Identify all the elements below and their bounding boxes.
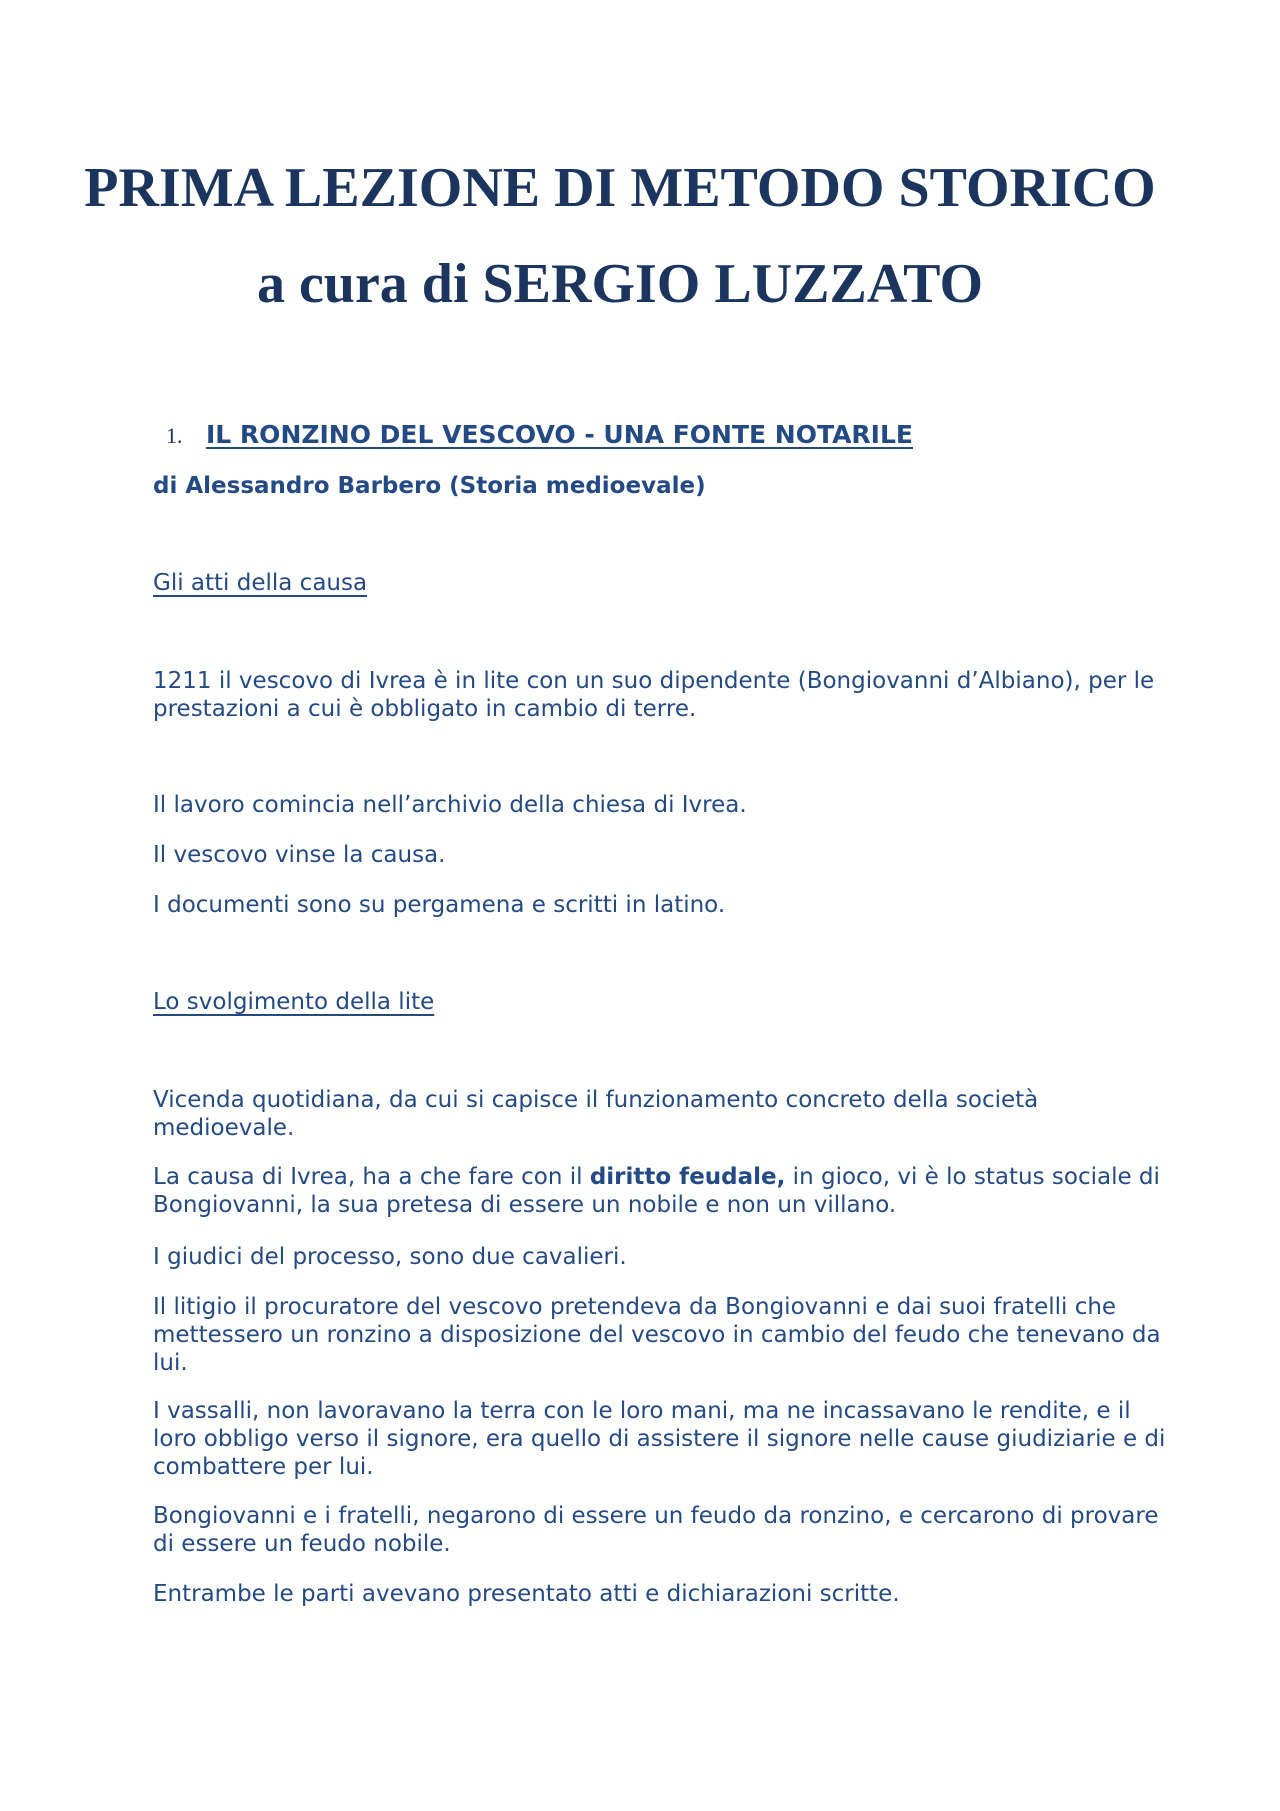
paragraph-6-start: La causa di Ivrea, ha a che fare con il <box>153 1164 590 1190</box>
paragraph-10: Bongiovanni e i fratelli, negarono di essere un feudo da ronzino, e cercarono di provare di essere un feudo nobile. <box>153 1503 1159 1557</box>
paragraph-8: Il litigio il procuratore del vescovo pretendeva da Bongiovanni e dai suoi fratelli che mettessero un ronzino a disposizione del vescovo in cambio del feudo che tenevano da lui. <box>153 1294 1161 1376</box>
paragraph-4: I documenti sono su pergamena e scritti in latino. <box>153 892 726 918</box>
paragraph-11: Entrambe le parti avevano presentato atti e dichiarazioni scritte. <box>153 1581 900 1607</box>
title-line-2: a cura di SERGIO LUZZATO <box>256 253 984 315</box>
paragraph-6-bold: diritto feudale, <box>589 1164 786 1190</box>
section-author: di Alessandro Barbero (Storia medioevale) <box>153 473 706 499</box>
paragraph-6-end: in gioco, vi è lo status sociale di Bongiovanni, la sua pretesa di essere un nobile e non un villano. <box>153 1164 1160 1218</box>
section-heading <box>166 420 913 449</box>
paragraph-5: Vicenda quotidiana, da cui si capisce il funzionamento concreto della società medioevale. <box>153 1087 1039 1141</box>
paragraph-3: Il vescovo vinse la causa. <box>153 842 446 868</box>
paragraph-2: Il lavoro comincia nell’archivio della chiesa di Ivrea. <box>153 792 747 818</box>
document-title <box>0 140 1240 332</box>
title-line-1: PRIMA LEZIONE DI METODO STORICO <box>84 157 1156 219</box>
paragraph-7: I giudici del processo, sono due cavalieri. <box>153 1244 627 1270</box>
paragraph-6 <box>153 1163 1173 1219</box>
paragraph-1: 1211 il vescovo di Ivrea è in lite con un suo dipendente (Bongiovanni d’Albiano), per le prestazioni a cui è obbligato in cambio di terre. <box>153 668 1155 722</box>
section-heading-text: IL RONZINO DEL VESCOVO - UNA FONTE NOTARILE <box>206 420 913 449</box>
paragraph-9: I vassalli, non lavoravano la terra con le loro mani, ma ne incassavano le rendite, e il loro obbligo verso il signore, era quello di assistere il signore nelle cause giudiziarie e di combattere per lui. <box>153 1398 1166 1480</box>
section-number: 1. <box>166 423 183 448</box>
subheading-atti-della-causa: Gli atti della causa <box>153 570 368 596</box>
subheading-svolgimento-della-lite: Lo svolgimento della lite <box>153 989 435 1015</box>
